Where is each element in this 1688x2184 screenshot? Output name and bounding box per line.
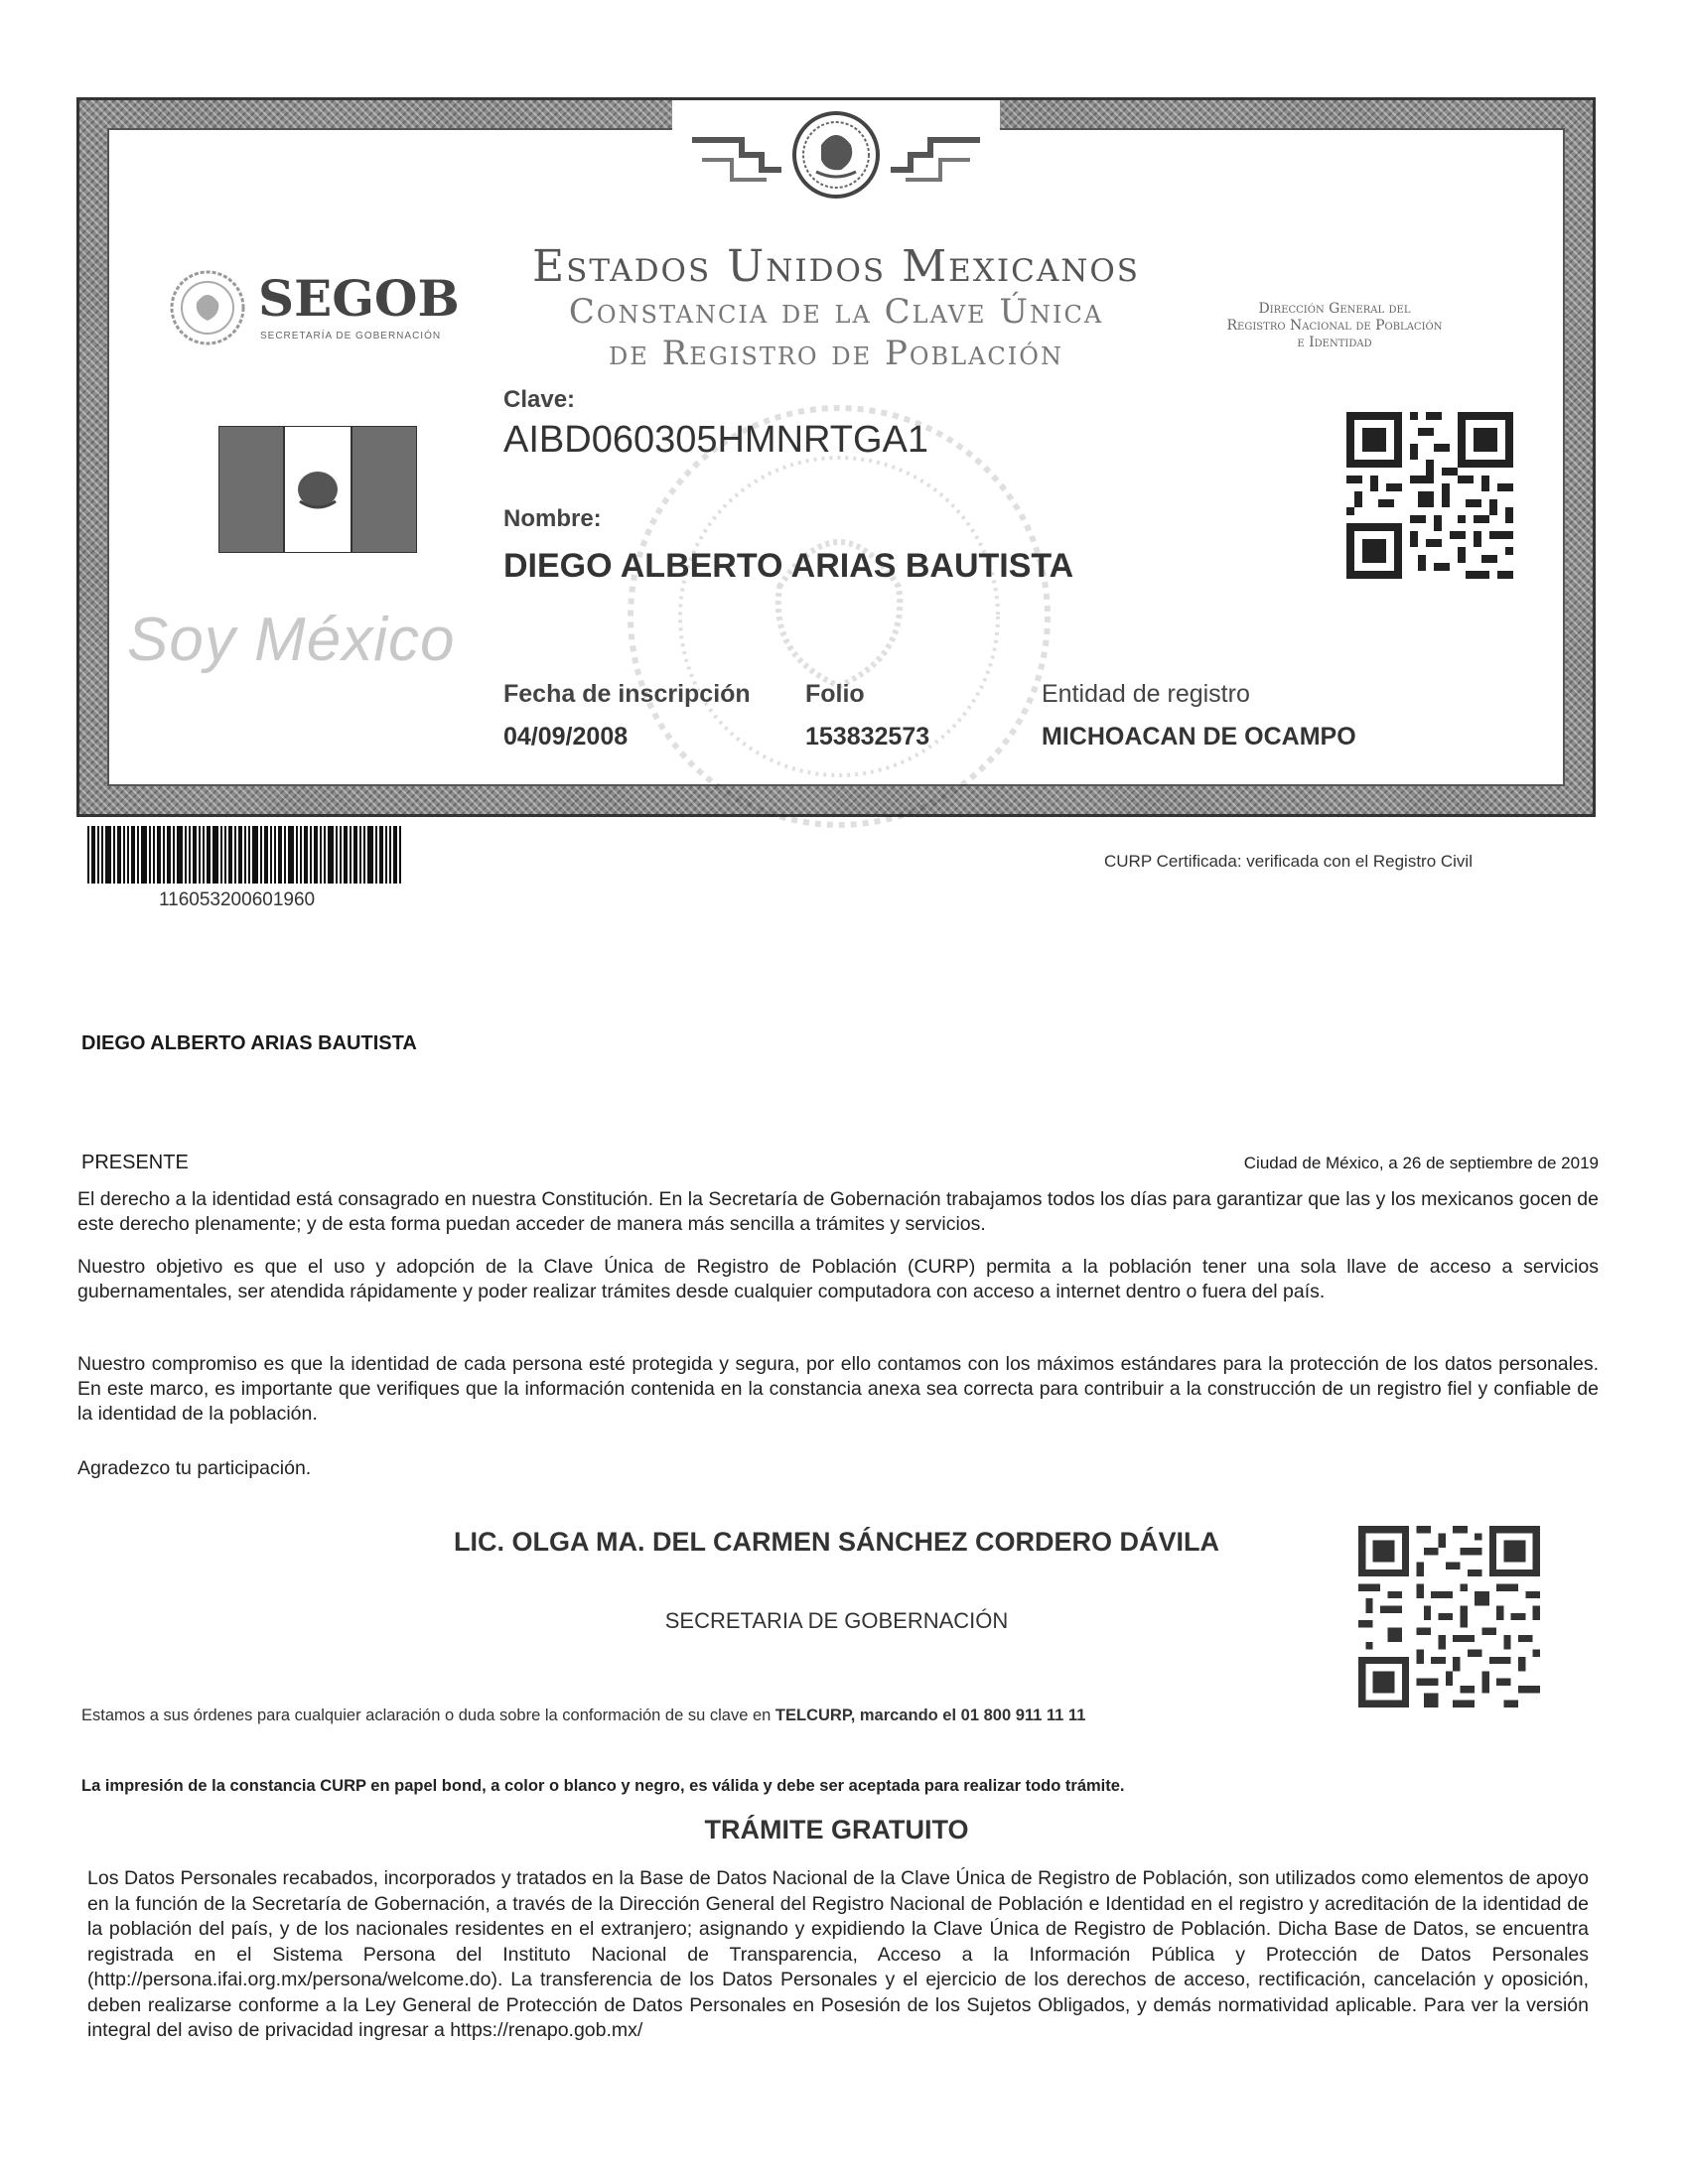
segob-tagline: SECRETARÍA DE GOBERNACIÓN xyxy=(260,331,442,341)
telcurp-phone: TELCURP, marcando el 01 800 911 11 11 xyxy=(774,1706,1086,1724)
barcode-icon xyxy=(87,826,401,884)
signer-name: LIC. OLGA MA. DEL CARMEN SÁNCHEZ CORDERO DÁVILA xyxy=(453,1527,1219,1557)
signer-role: SECRETARIA DE GOBERNACIÓN xyxy=(664,1608,1009,1633)
segob-name: SEGOB xyxy=(258,269,460,328)
clave-value: AIBD060305HMNRTGA1 xyxy=(503,419,929,461)
certificate-subtitle-line2: de Registro de Población xyxy=(609,334,1063,373)
entidad-registro-value: MICHOACAN DE OCAMPO xyxy=(1042,723,1356,751)
curp-certificate-card xyxy=(76,97,1596,817)
contact-line: Estamos a sus órdenes para cualquier aclaración o duda sobre la conformación de su clave en TELCURP, marcando el 01 800 911 11 11 xyxy=(81,1706,1086,1724)
certificate-body xyxy=(107,128,1565,786)
mexican-flag-icon xyxy=(218,426,417,553)
clave-label: Clave: xyxy=(503,386,576,413)
qr-code-icon xyxy=(1346,412,1513,579)
entidad-registro-label: Entidad de registro xyxy=(1042,680,1250,708)
nombre-label: Nombre: xyxy=(503,505,602,532)
letter-place-date: Ciudad de México, a 26 de septiembre de 2019 xyxy=(1243,1154,1599,1172)
segob-seal-icon xyxy=(169,269,246,346)
barcode-number: 116053200601960 xyxy=(159,889,316,910)
certificate-subtitle-line1: Constancia de la Clave Única xyxy=(568,292,1104,332)
signature-qr-code-icon xyxy=(1358,1526,1540,1707)
fecha-inscripcion-label: Fecha de inscripción xyxy=(503,680,751,708)
free-notice: TRÁMITE GRATUITO xyxy=(704,1815,969,1844)
coat-of-arms-icon xyxy=(672,100,1000,200)
soy-mexico-slogan: Soy México xyxy=(127,606,456,674)
privacy-notice: Los Datos Personales recabados, incorporados y tratados en la Base de Datos Nacional de la Clave Única de Registro de Población, son utilizados como elementos de apoyo en la función de la Secretaría de Gobernación, a través de la Dirección General del Registro Nacional de Población e Identidad en el registro y acreditación de la identidad de la población del país, y de los nacionales residentes en el extranjero; asignando y expidiendo la Clave Única de Registro de Población. Dicha Base de Datos, se encuentra registrada en el Sistema Persona del Instituto Nacional de Transparencia, Acceso a la Información Pública y Protección de Datos Personales (http://persona.ifai.org.mx/persona/welcome.do). La transferencia de los Datos Personales y el ejercicio de los derechos de acceso, rectificación, cancelación y oposición, deben realizarse conforme a la Ley General de Protección de Datos Personales en Posesión de los Sujetos Obligados, y demás normatividad aplicable. Para ver la versión integral del aviso de privacidad ingresar a https://renapo.gob.mx/ xyxy=(87,1867,1589,2041)
letter-greeting: PRESENTE xyxy=(81,1152,189,1173)
segob-logo xyxy=(169,269,506,368)
letter-addressee: DIEGO ALBERTO ARIAS BAUTISTA xyxy=(81,1032,417,1054)
certificate-title: Estados Unidos Mexicanos xyxy=(531,241,1141,292)
folio-label: Folio xyxy=(805,680,865,708)
letter-paragraph-3: Nuestro compromiso es que la identidad de cada persona esté protegida y segura, por ello contamos con los máximos estándares para la protección de los datos personales. En este marco, es importante que verifiques que la información contenida en la constancia anexa sea correcta para contribuir a la construcción de un registro fiel y confiable de la identidad de la población. xyxy=(77,1353,1599,1425)
fecha-inscripcion-value: 04/09/2008 xyxy=(503,723,629,751)
letter-paragraph-1: El derecho a la identidad está consagrado en nuestra Constitución. En la Secretaría de Gobernación trabajamos todos los días para garantizar que las y los mexicanos gocen de este derecho plenamente; y de esta forma puedan acceder de manera más sencilla a trámites y servicios. xyxy=(77,1188,1599,1235)
directorate-name: Dirección General del Registro Nacional de Población e Identidad xyxy=(1226,301,1443,350)
folio-value: 153832573 xyxy=(805,723,930,751)
letter-paragraph-2: Nuestro objetivo es que el uso y adopción de la Clave Única de Registro de Población (CURP) permita a la población tener una sola llave de acceso a servicios gubernamentales, ser atendida rápidamente y poder realizar trámites desde cualquier computadora con acceso a internet dentro o fuera del país. xyxy=(77,1256,1599,1302)
validity-note: La impresión de la constancia CURP en papel bond, a color o blanco y negro, es válida y debe ser aceptada para realizar todo trámite. xyxy=(81,1777,1125,1795)
nombre-value: DIEGO ALBERTO ARIAS BAUTISTA xyxy=(503,547,1074,585)
letter-closing: Agradezco tu participación. xyxy=(77,1457,312,1479)
certification-note: CURP Certificada: verificada con el Registro Civil xyxy=(1104,852,1473,871)
